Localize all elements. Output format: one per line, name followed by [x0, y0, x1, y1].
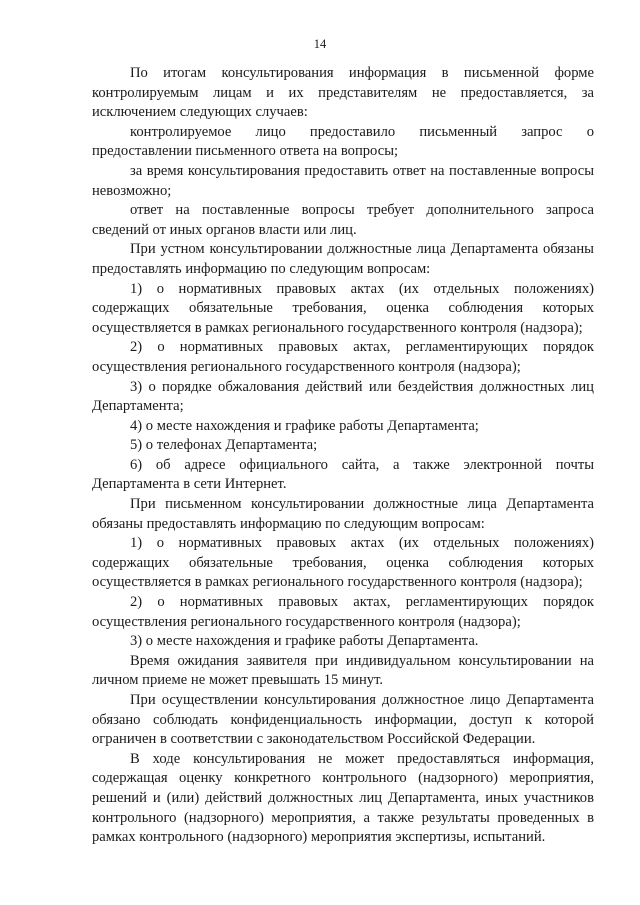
list-item: 2) о нормативных правовых актах, регламентирующих порядок осуществления регионального государственного контроля (надзора);: [92, 339, 594, 375]
list-item: 2) о нормативных правовых актах, регламентирующих порядок осуществления регионального государственного контроля (надзора);: [92, 594, 594, 630]
list-item: 1) о нормативных правовых актах (их отдельных положениях) содержащих обязательные требования, оценка соблюдения которых осуществляется в рамках регионального государственного контроля (надзора);: [92, 280, 594, 336]
page-number: 14: [313, 37, 327, 51]
paragraph: При письменном консультировании должностные лица Департамента обязаны предоставлять информацию по следующим вопросам:: [92, 496, 594, 532]
document-body: [92, 64, 594, 848]
paragraph: При устном консультировании должностные лица Департамента обязаны предоставлять информацию по следующим вопросам:: [92, 241, 594, 277]
paragraph: В ходе консультирования не может предоставляться информация, содержащая оценку конкретного контрольного (надзорного) мероприятия, решений и (или) действий должностных лиц Департамента, иных участников контрольного (надзорного) мероприятия, а также результаты проведенных в рамках контрольного (надзорного) мероприятия экспертизы, испытаний.: [92, 750, 594, 846]
list-item: 3) о порядке обжалования действий или бездействия должностных лиц Департамента;: [92, 378, 594, 415]
list-item: 3) о месте нахождения и графике работы Департамента.: [130, 633, 479, 650]
list-item: 5) о телефонах Департамента;: [130, 437, 318, 454]
list-item: 1) о нормативных правовых актах (их отдельных положениях) содержащих обязательные требования, оценка соблюдения которых осуществляется в рамках регионального государственного контроля (надзора);: [92, 535, 594, 591]
paragraph: Время ожидания заявителя при индивидуальном консультировании на личном приеме не может превышать 15 минут.: [92, 652, 594, 689]
paragraph: При осуществлении консультирования должностное лицо Департамента обязано соблюдать конфиденциальность информации, доступ к которой ограничен в соответствии с законодательством Российской Федерации.: [92, 692, 594, 748]
list-item: 6) об адресе официального сайта, а также электронной почты Департамента в сети Интернет.: [92, 456, 594, 493]
list-item: 4) о месте нахождения и графике работы Департамента;: [130, 417, 479, 434]
paragraph: По итогам консультирования информация в письменной форме контролируемым лицам и их представителям не предоставляется, за исключением следующих случаев:: [92, 65, 594, 121]
list-item: за время консультирования предоставить ответ на поставленные вопросы невозможно;: [92, 162, 594, 199]
list-item: ответ на поставленные вопросы требует дополнительного запроса сведений от иных органов власти или лиц.: [92, 202, 594, 238]
list-item: контролируемое лицо предоставило письменный запрос о предоставлении письменного ответа на вопросы;: [92, 123, 594, 160]
